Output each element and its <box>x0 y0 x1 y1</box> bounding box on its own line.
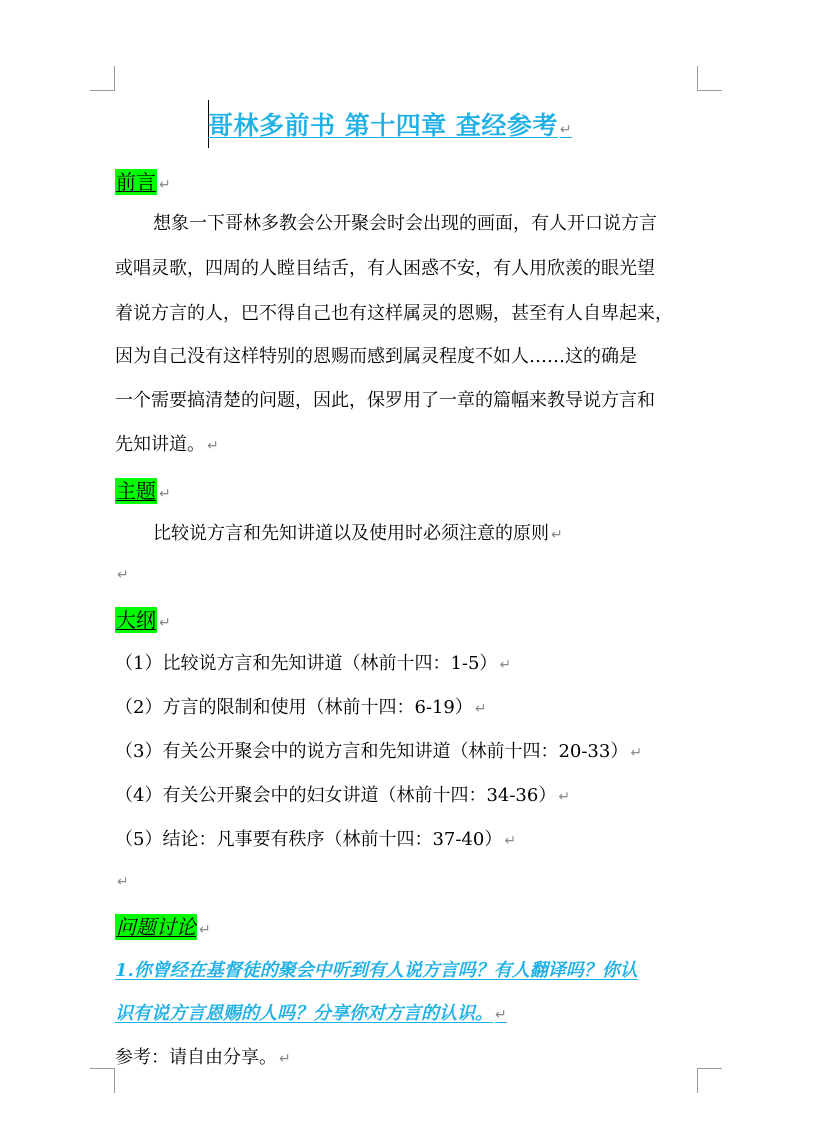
outline-item-2[interactable]: （2）方言的限制和使用（林前十四：6-19） ↵ <box>115 697 487 718</box>
paragraph-mark-icon: ↵ <box>117 567 129 583</box>
empty-paragraph[interactable] <box>115 870 129 891</box>
question-1-line-1[interactable]: 1.你曾经在基督徒的聚会中听到有人说方言吗？有人翻译吗？你认 <box>115 960 638 981</box>
paragraph-mark-icon: ↵ <box>504 833 517 849</box>
paragraph-mark-icon: ↵ <box>551 527 563 543</box>
paragraph-mark-icon: ↵ <box>630 745 643 761</box>
intro-line-5[interactable]: 一个需要搞清楚的问题，因此，保罗用了一章的篇幅来教导说方言和 <box>115 390 655 411</box>
crop-mark-top-right <box>697 66 722 91</box>
intro-heading[interactable]: 前言 ↵ <box>116 170 171 194</box>
document-title[interactable]: 哥林多前书 第十四章 查经参考 ↵ <box>208 111 573 140</box>
paragraph-mark-icon: ↵ <box>159 615 171 631</box>
crop-mark-bottom-right <box>697 1068 722 1093</box>
intro-line-6[interactable]: 先知讲道。 ↵ <box>115 434 219 455</box>
theme-heading[interactable]: 主题 ↵ <box>116 479 171 503</box>
intro-line-2[interactable]: 或唱灵歌，四周的人瞠目结舌，有人困惑不安，有人用欣羡的眼光望 <box>115 258 655 279</box>
paragraph-mark-icon: ↵ <box>474 701 487 717</box>
paragraph-mark-icon: ↵ <box>207 438 219 454</box>
paragraph-mark-icon: ↵ <box>558 789 571 805</box>
outline-heading[interactable]: 大纲 ↵ <box>116 608 171 632</box>
paragraph-mark-icon: ↵ <box>279 1051 291 1067</box>
intro-line-1[interactable]: 想象一下哥林多教会公开聚会时会出现的画面，有人开口说方言 <box>153 213 657 234</box>
outline-item-4[interactable]: （4）有关公开聚会中的妇女讲道（林前十四：34-36） ↵ <box>115 785 571 806</box>
outline-item-5[interactable]: （5）结论：凡事要有秩序（林前十四：37-40） ↵ <box>115 829 517 850</box>
paragraph-mark-icon: ↵ <box>159 177 171 193</box>
intro-line-3[interactable]: 着说方言的人，巴不得自己也有这样属灵的恩赐，甚至有人自卑起来， <box>115 303 673 324</box>
outline-item-3[interactable]: （3）有关公开聚会中的说方言和先知讲道（林前十四：20-33） ↵ <box>115 741 643 762</box>
crop-mark-bottom-left <box>90 1068 115 1093</box>
theme-text[interactable]: 比较说方言和先知讲道以及使用时必须注意的原则 ↵ <box>153 523 563 544</box>
discussion-heading[interactable]: 问题讨论 ↵ <box>116 915 211 939</box>
paragraph-mark-icon: ↵ <box>159 486 171 502</box>
paragraph-mark-icon: ↵ <box>499 657 512 673</box>
answer-1[interactable]: 参考：请自由分享。 ↵ <box>115 1047 291 1068</box>
paragraph-mark-icon: ↵ <box>117 874 129 890</box>
paragraph-mark-icon: ↵ <box>199 922 211 938</box>
outline-item-1[interactable]: （1）比较说方言和先知讲道（林前十四：1-5） ↵ <box>115 653 512 674</box>
paragraph-mark-icon: ↵ <box>559 122 573 138</box>
question-1-line-2[interactable]: 识有说方言恩赐的人吗？分享你对方言的认识。 ↵ <box>115 1003 507 1024</box>
paragraph-mark-icon: ↵ <box>495 1007 507 1023</box>
crop-mark-top-left <box>90 66 115 91</box>
empty-paragraph[interactable] <box>115 563 129 584</box>
intro-line-4[interactable]: 因为自己没有这样特别的恩赐而感到属灵程度不如人……这的确是 <box>115 346 637 367</box>
